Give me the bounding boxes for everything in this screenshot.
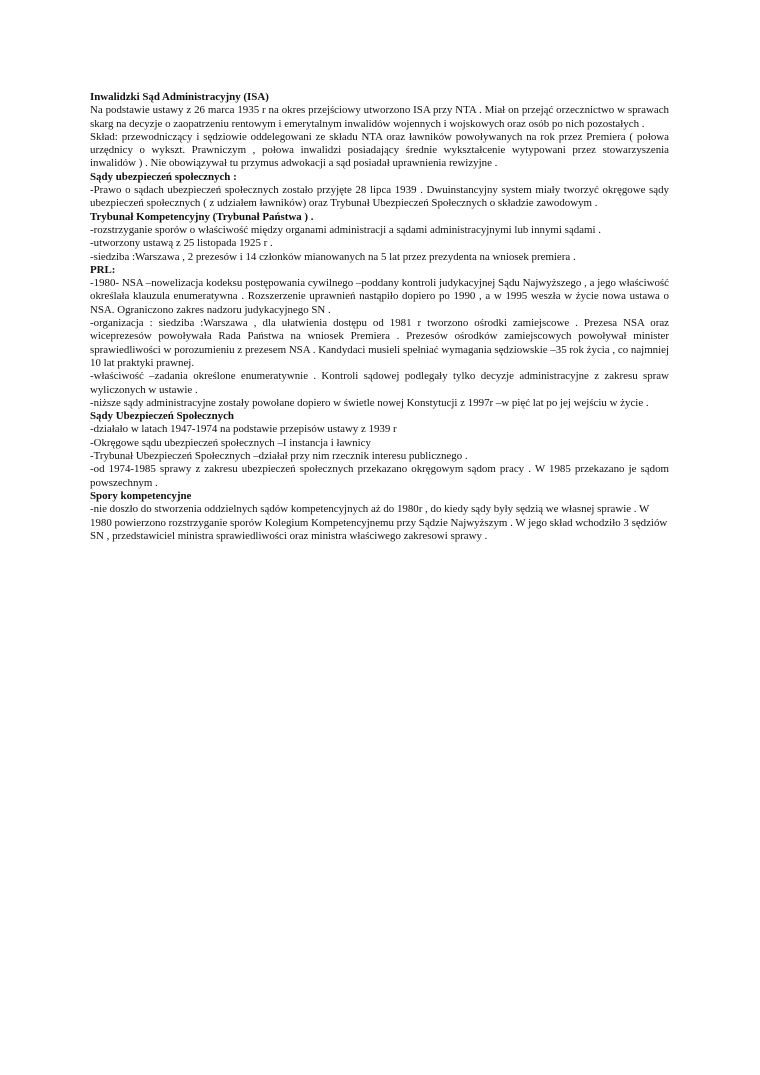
list-item-prl-lower-courts: -niższe sądy administracyjne zostały powołane dopiero w świetle nowej Konstytucji z 1997r –w pięć lat po jej wejściu w życie . [90, 396, 649, 409]
paragraph-isa-composition: Skład: przewodniczący i sędziowie oddelegowani ze składu NTA oraz ławników powoływanych na rok przez Premiera ( połowa urzędnicy o wykszt. Prawniczym , połowa inwalidzi posiadający średnie wykształcenie wytypowani przez stowarzyszenia inwalidów ) . Nie obowiązywał tu przymus adwokacji a sąd posiadał uprawnienia rewizyjne . [90, 130, 669, 170]
heading-social-insurance-courts: Sądy ubezpieczeń społecznych : [90, 170, 237, 183]
paragraph-competence-disputes: -nie doszło do stworzenia oddzielnych sądów kompetencyjnych aż do 1980r , do kiedy sądy były sędzią we własnej sprawie . W 1980 powierzono rozstrzyganie sporów Kolegium Kompetencyjnemu przy Sądzie Najwyższym . W jego skład wchodziło 3 sędziów SN , przedstawiciel ministra sprawiedliwości oraz ministra właściwego zakresowi sprawy . [90, 503, 668, 542]
list-item-prl-jurisdiction: -właściwość –zadania określone enumeratywnie . Kontroli sądowej podlegały tylko decyzje administracyjne z zakresu spraw wyliczonych w ustawie . [90, 370, 669, 396]
paragraph-isa-basis: Na podstawie ustawy z 26 marca 1935 r na okres przejściowy utworzono ISA przy NTA . Miał on przejąć orzecznictwo w sprawach skarg na decyzje o zaopatrzeniu rentowym i emerytalnym inwalidów wojennych i wojskowych oraz osób po nich pozostałych . [90, 104, 669, 130]
list-item-competence-created: -utworzony ustawą z 25 listopada 1925 r . [90, 237, 273, 250]
heading-competence-disputes: Spory kompetencyjne [90, 489, 192, 502]
list-item-sus-district: -Okręgowe sądu ubezpieczeń społecznych –I instancja i ławnicy [90, 436, 371, 449]
list-item-competence-disputes: -rozstrzyganie sporów o właściwość między organami administracji a sądami administracyjnymi lub innymi sądami . [90, 223, 601, 236]
list-item-prl-organization: -organizacja : siedziba :Warszawa , dla ułatwienia dostępu od 1981 r tworzono ośrodki zamiejscowe . Prezesa NSA oraz wiceprezesów powoływała Rada Państwa na wniosek Premiera . Prezesów ośrodków zamiejscowych powoływał minister sprawiedliwości w porozumieniu z prezesem NSA . Kandydaci musieli spełniać wymagania sędziowskie –35 rok życia , co najmniej 10 lat praktyki prawnej. [90, 317, 669, 369]
list-item-sus-transfer: -od 1974-1985 sprawy z zakresu ubezpieczeń społecznych przekazano okręgowym sądom pracy . W 1985 przekazano je sądom powszechnym . [90, 463, 669, 489]
heading-social-insurance-courts-2: Sądy Ubezpieczeń Społecznych [90, 410, 234, 423]
heading-isa: Inwalidzki Sąd Administracyjny (ISA) [90, 91, 269, 103]
list-item-competence-seat: -siedziba :Warszawa , 2 prezesów i 14 członków mianowanych na 5 lat przez prezydenta na wniosek premiera . [90, 250, 576, 263]
list-item-sus-period: -działało w latach 1947-1974 na podstawie przepisów ustawy z 1939 r [90, 423, 397, 436]
heading-competence-tribunal: Trybunał Kompetencyjny (Trybunał Państwa ) . [90, 210, 314, 223]
list-item-prl-nsa: -1980- NSA –nowelizacja kodeksu postępowania cywilnego –poddany kontroli judykacyjnej Sądu Najwyższego , a jego właściwość określała klauzula enumeratywna . Rozszerzenie uprawnień nastąpiło dopiero po 1990 , a w 1995 weszła w życie nowa ustawa o NSA. Ograniczono zakres nadzoru judykacyjnego SN . [90, 277, 669, 316]
heading-prl: PRL: [90, 263, 116, 276]
document-page [90, 91, 669, 543]
paragraph-social-insurance-law: -Prawo o sądach ubezpieczeń społecznych zostało przyjęte 28 lipca 1939 . Dwuinstancyjny system miały tworzyć okręgowe sądy ubezpieczeń społecznych ( z udziałem ławników) oraz Trybunał Ubezpieczeń Społecznych o składzie zawodowym . [90, 184, 669, 210]
list-item-sus-tribunal: -Trybunał Ubezpieczeń Społecznych –działał przy nim rzecznik interesu publicznego . [90, 450, 468, 463]
